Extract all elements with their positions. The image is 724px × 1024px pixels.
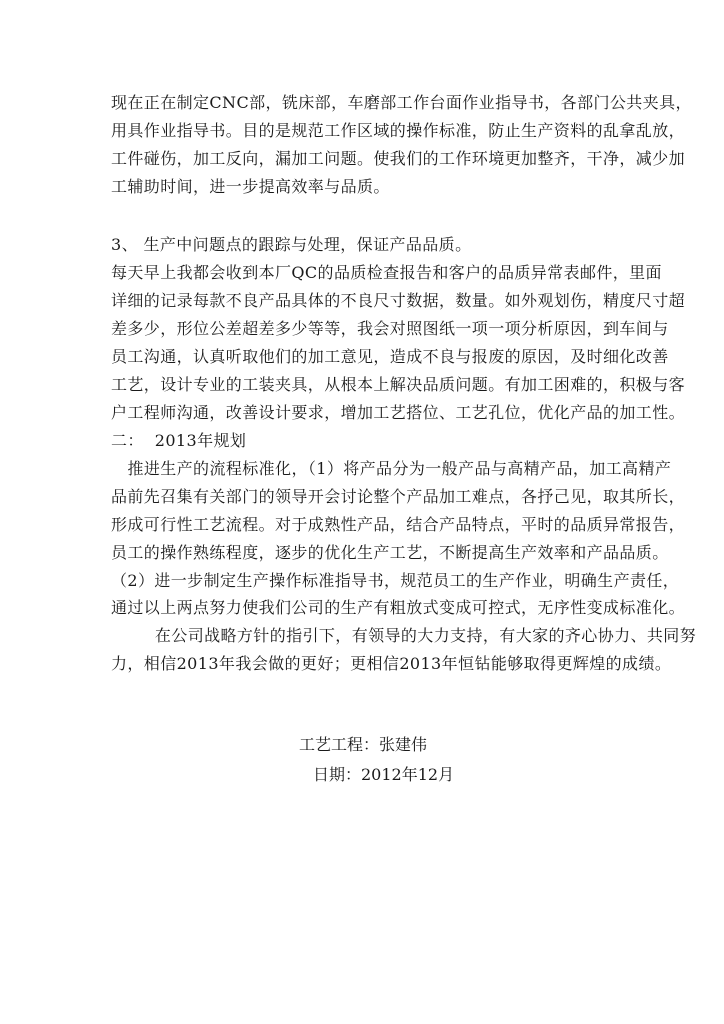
text-line: 通过以上两点努力使我们公司的生产有粗放式变成可控式，无序性变成标准化。 [111,598,686,618]
text-line: 员工沟通，认真听取他们的加工意见，造成不良与报废的原因，及时细化改善 [111,347,669,366]
text-line: 二： 2013年规划 [111,431,247,450]
text-line: 户工程师沟通，改善设计要求，增加工艺搭位、工艺孔位，优化产品的加工性。 [111,403,686,422]
text-line: 用具作业指导书。目的是规范工作区域的操作标准，防止生产资料的乱拿乱放， [111,121,686,140]
text-line: 品前先召集有关部门的领导开会讨论整个产品加工难点，各抒己见，取其所长， [111,486,686,506]
text-line: 工辅助时间，进一步提高效率与品质。 [111,177,390,196]
text-line: 员工的操作熟练程度，逐步的优化生产工艺，不断提高生产效率和产品品质。 [111,542,669,562]
text-line: 详细的记录每款不良产品具体的不良尺寸数据，数量。如外观划伤，精度尺寸超 [111,291,686,310]
text-line: 推进生产的流程标准化，（1）将产品分为一般产品与高精产品，加工高精产 [111,458,672,478]
text-line: 在公司战略方针的指引下，有领导的大力支持，有大家的齐心协力、共同努 [111,626,697,646]
text-line: 工件碰伤，加工反向，漏加工问题。使我们的工作环境更加整齐，干净，减少加 [111,149,686,168]
signature-date: 日期：2012年12月 [313,765,455,784]
text-line: 形成可行性工艺流程。对于成熟性产品，结合产品特点，平时的品质异常报告， [111,514,686,534]
text-line: 3、 生产中问题点的跟踪与处理，保证产品品质。 [111,235,472,254]
text-line: 力，相信2013年我会做的更好；更相信2013年恒钻能够取得更辉煌的成绩。 [111,654,672,674]
text-line: 每天早上我都会收到本厂QC的品质检查报告和客户的品质异常表邮件，里面 [111,263,662,282]
text-line: 工艺，设计专业的工装夹具，从根本上解决品质问题。有加工困难的，积极与客 [111,375,686,394]
signature-engineer: 工艺工程：张建伟 [299,735,428,754]
text-line: 现在正在制定CNC部，铣床部，车磨部工作台面作业指导书，各部门公共夹具， [111,93,692,112]
text-line: （2）进一步制定生产操作标准指导书，规范员工的生产作业，明确生产责任， [111,570,680,590]
text-line: 差多少，形位公差超差多少等等，我会对照图纸一项一项分析原因，到车间与 [111,319,669,338]
